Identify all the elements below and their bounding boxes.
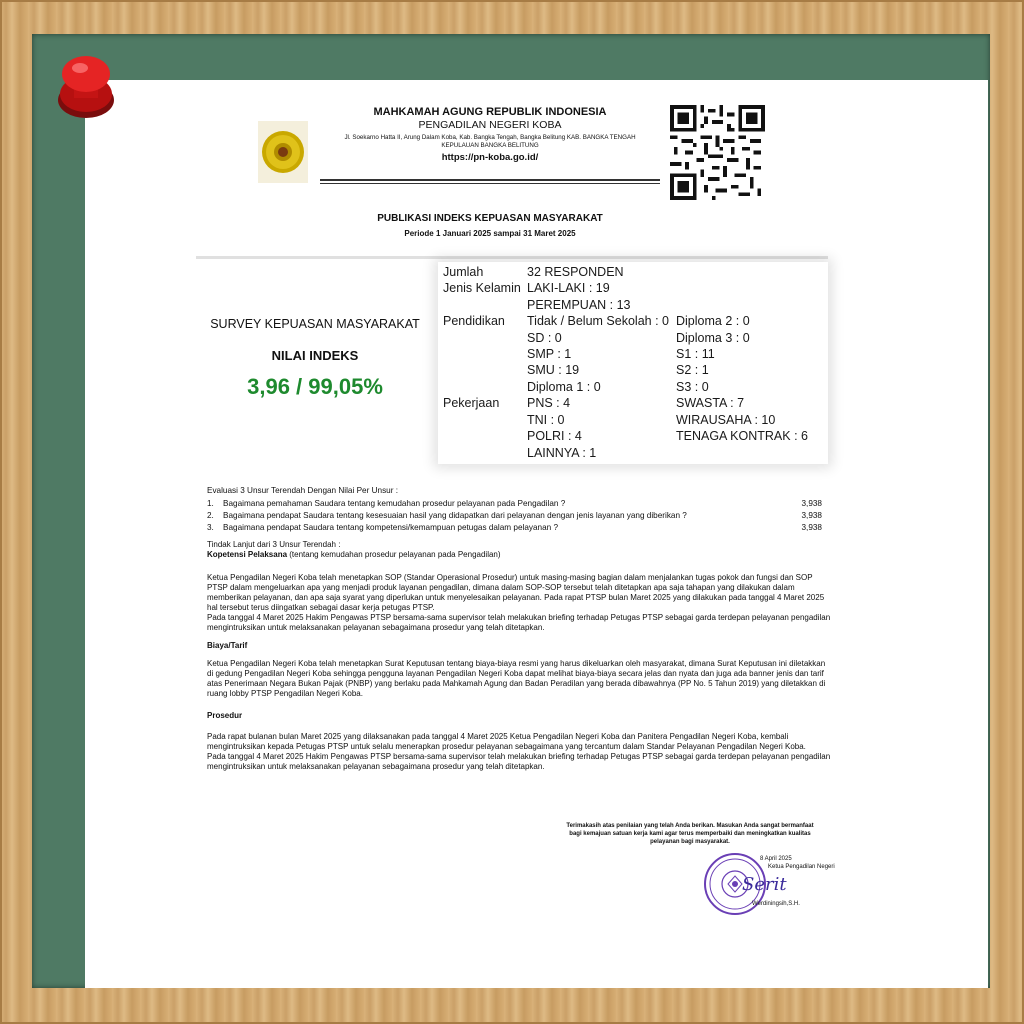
letterhead-divider bbox=[320, 179, 660, 184]
job-pns: PNS : 4 bbox=[527, 396, 571, 410]
qr-code-icon bbox=[670, 105, 765, 200]
edu-d3: Diploma 3 : 0 bbox=[676, 331, 750, 345]
biaya-paragraph bbox=[207, 659, 831, 699]
handwritten-signature bbox=[738, 870, 800, 896]
job-wirausaha: WIRAUSAHA : 10 bbox=[676, 413, 776, 427]
prosedur-para-1: Pada rapat bulanan bulan Maret 2025 yang dilaksanakan pada tanggal 4 Maret 2025 Ketua Pengadilan Negeri Koba dan Panitera Pengadilan Negeri Koba, kembali mengintruksikan kepada Petugas PTSP untuk selalu menerapkan prosedur pelayanan sebagaimana yang tercantum dalam Standar Pelayanan Pengadilan Negeri Koba. bbox=[207, 732, 806, 751]
jumlah-label: Jumlah bbox=[443, 265, 484, 279]
evaluation-section bbox=[207, 486, 827, 535]
biaya-para: Ketua Pengadilan Negeri Koba telah menetapkan Surat Keputusan tentang biaya-biaya resmi yang harus dikeluarkan oleh masyarakat, dimana Surat Keputusan ini diletakkan di gedung Pengadilan Negeri Koba sehingga pengguna layanan Pengadilan Negeri Koba dapat melihat biaya-biaya secara jelas dan nyata dan juga ada banner jenis dan tarif atas Penerimaan Negara Bukan Pajak (PNBP) yang berlaku pada Mahkamah Agung dan Badan Peradilan yang berada dibawahnya (PP No. 5 Tahun 2019) yang diletakkan di ruang lobby PTSP Pengadilan Negeri Koba. bbox=[207, 659, 826, 698]
signature-date: 8 April 2025 bbox=[760, 856, 792, 862]
court-emblem-logo bbox=[258, 121, 308, 183]
court-province: KEPULAUAN BANGKA BELITUNG bbox=[441, 142, 539, 149]
index-value: 3,96 / 99,05% bbox=[247, 374, 383, 399]
push-pin-icon bbox=[56, 54, 118, 120]
evaluation-number: 3. bbox=[207, 523, 214, 532]
prosedur-paragraphs bbox=[207, 732, 831, 772]
evaluation-number: 1. bbox=[207, 499, 214, 508]
edu-d2: Diploma 2 : 0 bbox=[676, 314, 750, 328]
evaluation-value: 3,938 bbox=[801, 523, 822, 532]
jumlah-value: 32 RESPONDEN bbox=[527, 265, 624, 279]
institution-name: MAHKAMAH AGUNG REPUBLIK INDONESIA bbox=[373, 106, 607, 118]
evaluation-question: Bagaimana pemahaman Saudara tentang kemudahan prosedur pelayanan pada Pengadilan ? bbox=[223, 499, 566, 508]
publication-title: PUBLIKASI INDEKS KEPUASAN MASYARAKAT bbox=[377, 213, 603, 224]
gender-label: Jenis Kelamin bbox=[443, 281, 521, 295]
job-kontrak: TENAGA KONTRAK : 6 bbox=[676, 429, 808, 443]
gender-female: PEREMPUAN : 13 bbox=[527, 298, 631, 312]
court-address: Jl. Soekarno Hatta II, Arung Dalam Koba, Kab. Bangka Tengah, Bangka Belitung KAB. BANGKA TENGAH bbox=[344, 134, 636, 141]
index-label: NILAI INDEKS bbox=[271, 348, 359, 363]
followup-title: Tindak Lanjut dari 3 Unsur Terendah : bbox=[207, 540, 341, 549]
gender-male: LAKI-LAKI : 19 bbox=[527, 281, 610, 295]
biaya-title: Biaya/Tarif bbox=[207, 641, 248, 650]
job-polri: POLRI : 4 bbox=[527, 429, 582, 443]
prosedur-para-2: Pada tanggal 4 Maret 2025 Hakim Pengawas PTSP bersama-sama supervisor telah melakukan briefing terhadap Petugas PTSP sebagai garda terdepan pelayanan pengadilan mengintruksikan untuk melaksanakan pelayanan sebagaimana prosedur yang telah ditetapkan. bbox=[207, 752, 831, 771]
evaluation-item bbox=[207, 511, 827, 523]
evaluation-question: Bagaimana pendapat Saudara tentang kesesuaian hasil yang didapatkan dari pelayanan dengan jenis layanan yang diberikan ? bbox=[223, 511, 687, 520]
evaluation-value: 3,938 bbox=[801, 511, 822, 520]
edu-smu: SMU : 19 bbox=[527, 363, 580, 377]
index-summary bbox=[200, 317, 430, 400]
respondent-stats-panel bbox=[438, 262, 828, 464]
followup-subtitle-rest: (tentang kemudahan prosedur pelayanan pada Pengadilan) bbox=[287, 550, 501, 559]
thank-you-note: Terimakasih atas penilaian yang telah Anda berikan. Masukan Anda sangat bermanfaat bagi kemajuan satuan kerja kami agar terus memperbaiki dan meningkatkan kualitas pelayanan bagi masyarakat. bbox=[566, 823, 814, 845]
evaluation-item bbox=[207, 523, 827, 535]
job-other: LAINNYA : 1 bbox=[527, 446, 597, 460]
edu-s3: S3 : 0 bbox=[676, 380, 709, 394]
education-label: Pendidikan bbox=[443, 314, 505, 328]
followup-subtitle bbox=[207, 550, 831, 560]
letterhead bbox=[312, 106, 668, 163]
job-tni: TNI : 0 bbox=[527, 413, 565, 427]
publication-period: Periode 1 Januari 2025 sampai 31 Maret 2025 bbox=[404, 229, 576, 238]
prosedur-title: Prosedur bbox=[207, 711, 243, 720]
competency-para-1: Ketua Pengadilan Negeri Koba telah menetapkan SOP (Standar Operasional Prosedur) untuk masing-masing bagian dalam menjalankan tugas pokok dan fungsi dan SOP PTSP dalam mengeluarkan apa yang menjadi produk layanan pengadilan, dimana dalam SOP-SOP tersebut telah ditetapkan apa saja tahapan yang dilakukan dalam memberikan pelayanan, dan apa saja syarat yang diperlukan untuk menyelesaikan pelayanan. Pada rapat PTSP bulan Maret 2025 yang dilakukan pada tanggal 4 Maret 2025 hal tersebut terus diingatkan sebagai dasar kerja petugas PTSP. bbox=[207, 573, 825, 612]
court-website[interactable]: https://pn-koba.go.id/ bbox=[441, 152, 539, 163]
edu-d1: Diploma 1 : 0 bbox=[527, 380, 601, 394]
svg-text:Serit: Serit bbox=[742, 874, 787, 895]
evaluation-question: Bagaimana pendapat Saudara tentang kompetensi/kemampuan petugas dalam pelayanan ? bbox=[223, 523, 559, 532]
edu-none: Tidak / Belum Sekolah : 0 bbox=[527, 314, 669, 328]
court-name: PENGADILAN NEGERI KOBA bbox=[418, 119, 562, 131]
signature-role: Ketua Pengadilan Negeri bbox=[768, 864, 835, 870]
edu-s1: S1 : 11 bbox=[676, 347, 715, 361]
evaluation-item bbox=[207, 499, 827, 511]
survey-label: SURVEY KEPUASAN MASYARAKAT bbox=[210, 317, 420, 331]
followup-heading bbox=[207, 540, 831, 560]
edu-smp: SMP : 1 bbox=[527, 347, 572, 361]
competency-para-2: Pada tanggal 4 Maret 2025 Hakim Pengawas PTSP bersama-sama supervisor telah melakukan briefing terhadap Petugas PTSP sebagai garda terdepan pelayanan pengadilan mengintruksikan untuk melaksanakan pelayanan sebagaimana prosedur yang telah ditetapkan. bbox=[207, 613, 831, 632]
signatory-name: Werdiningsih,S.H. bbox=[752, 901, 800, 907]
edu-s2: S2 : 1 bbox=[676, 363, 709, 377]
job-swasta: SWASTA : 7 bbox=[676, 396, 745, 410]
followup-subtitle-bold: Kopetensi Pelaksana bbox=[207, 550, 288, 559]
survey-divider bbox=[196, 256, 828, 259]
evaluation-value: 3,938 bbox=[801, 499, 822, 508]
job-label: Pekerjaan bbox=[443, 396, 500, 410]
edu-sd: SD : 0 bbox=[527, 331, 562, 345]
evaluation-title: Evaluasi 3 Unsur Terendah Dengan Nilai Per Unsur : bbox=[207, 486, 398, 495]
evaluation-number: 2. bbox=[207, 511, 214, 520]
competency-paragraphs bbox=[207, 573, 831, 633]
